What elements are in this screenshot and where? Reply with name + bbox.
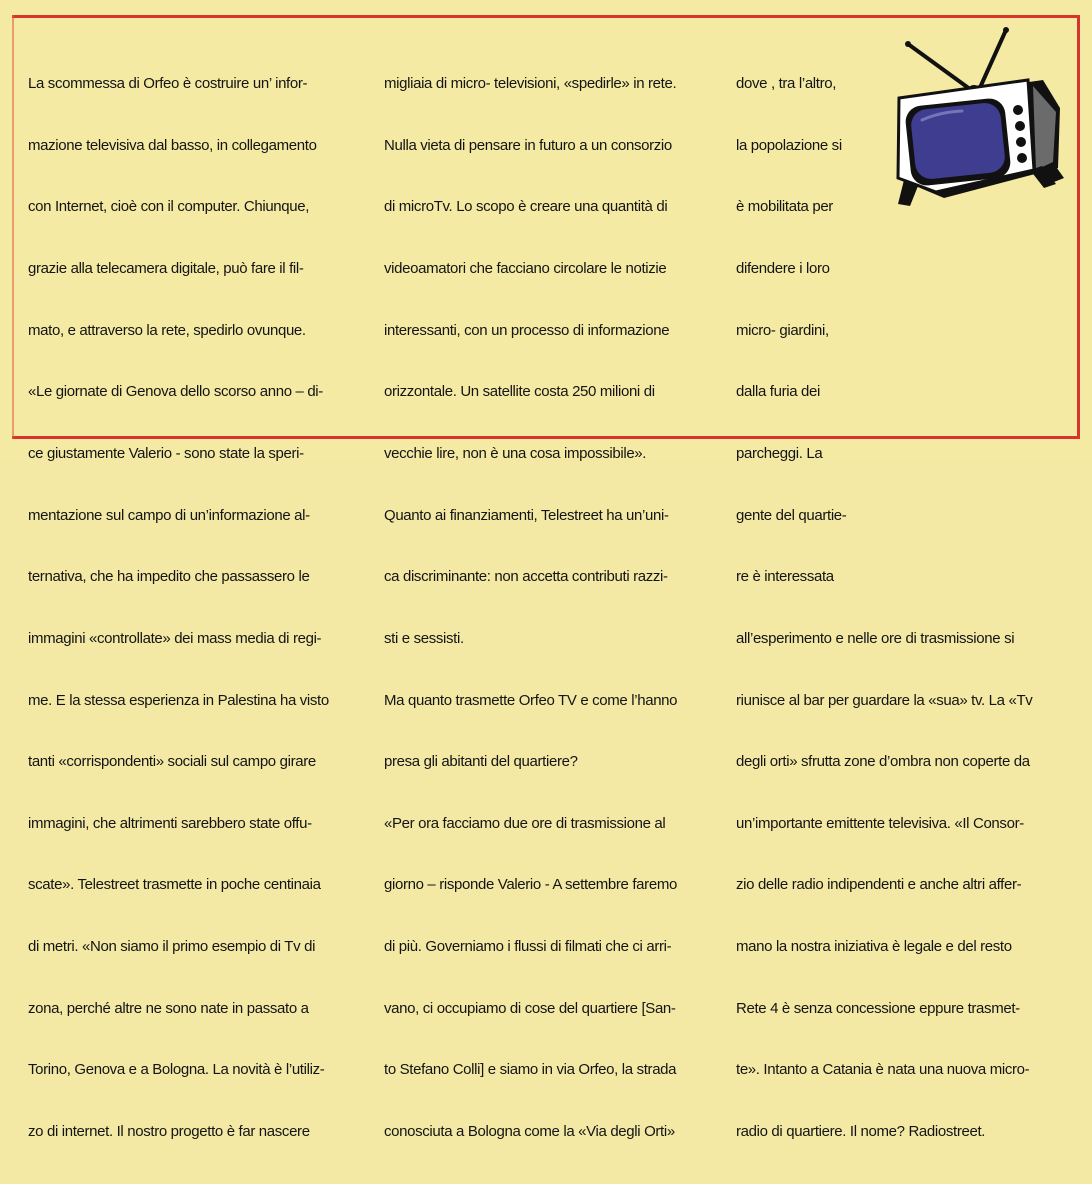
article-column-1 [28, 33, 368, 1184]
text-line: zona, perché altre ne sono nate in passato a [28, 999, 309, 1017]
text-line: scate». Telestreet trasmette in poche centinaia [28, 876, 321, 894]
text-line: tanti «corrispondenti» sociali sul campo girare [28, 753, 316, 771]
text-line: grazie alla telecamera digitale, può fare il fil- [28, 260, 304, 278]
text-line: all’esperimento e nelle ore di trasmissione si [736, 629, 1015, 647]
text-line: presa gli abitanti del quartiere? [384, 753, 578, 771]
red-border-right [1077, 15, 1080, 439]
text-line: immagini, che altrimenti sarebbero state offu- [28, 814, 312, 832]
text-line: conosciuta a Bologna come la «Via degli Orti» [384, 1122, 675, 1140]
text-line: Ma quanto trasmette Orfeo TV e come l’hanno [384, 691, 678, 709]
text-line: videoamatori che facciano circolare le notizie [384, 260, 667, 278]
text-line: dove , tra l’altro, [736, 75, 837, 93]
text-line: me. E la stessa esperienza in Palestina ha visto [28, 691, 329, 709]
text-line: zo di internet. Il nostro progetto è far nascere [28, 1122, 310, 1140]
text-line: è mobilitata per [736, 198, 833, 216]
text-line: mentazione sul campo di un’informazione al- [28, 506, 310, 524]
text-line: interessanti, con un processo di informazione [384, 321, 670, 339]
text-line: zio delle radio indipendenti e anche altri affer- [736, 876, 1022, 894]
retro-tv-icon [888, 20, 1068, 210]
text-line: Quanto ai finanziamenti, Telestreet ha un’uni- [384, 506, 669, 524]
text-line: radio di quartiere. Il nome? Radiostreet. [736, 1122, 986, 1140]
text-line: migliaia di micro- televisioni, «spedirle» in rete. [384, 75, 677, 93]
text-line: immagini «controllate» dei mass media di regi- [28, 629, 322, 647]
text-line: sti e sessisti. [384, 629, 464, 647]
text-line: gente del quartie- [736, 506, 847, 524]
red-border-top [12, 15, 1080, 18]
text-line: re è interessata [736, 568, 834, 586]
text-line: mano la nostra iniziativa è legale e del resto [736, 938, 1012, 956]
text-line: la popolazione si [736, 136, 842, 154]
text-line: La scommessa di Orfeo è costruire un’ infor- [28, 75, 308, 93]
text-line: giorno – risponde Valerio - A settembre faremo [384, 876, 677, 894]
text-line: micro- giardini, [736, 321, 829, 339]
text-line: «Le giornate di Genova dello scorso anno – di- [28, 383, 323, 401]
text-line: riunisce al bar per guardare la «sua» tv. La «Tv [736, 691, 1033, 709]
text-line: ca discriminante: non accetta contributi razzi- [384, 568, 668, 586]
article-column-2 [384, 33, 724, 1184]
text-line: parcheggi. La [736, 444, 823, 462]
text-line: orizzontale. Un satellite costa 250 milioni di [384, 383, 655, 401]
text-line: Torino, Genova e a Bologna. La novità è l’utiliz- [28, 1061, 325, 1079]
text-line: vecchie lire, non è una cosa impossibile». [384, 444, 647, 462]
text-line: degli orti» sfrutta zone d’ombra non coperte da [736, 753, 1030, 771]
text-line: «Per ora facciamo due ore di trasmissione al [384, 814, 666, 832]
text-line: di microTv. Lo scopo è creare una quantità di [384, 198, 668, 216]
text-line: ce giustamente Valerio - sono state la speri- [28, 444, 304, 462]
text-line: vano, ci occupiamo di cose del quartiere [San- [384, 999, 676, 1017]
text-line: te». Intanto a Catania è nata una nuova micro- [736, 1061, 1030, 1079]
text-line: Nulla vieta di pensare in futuro a un consorzio [384, 136, 672, 154]
text-line: difendere i loro [736, 260, 830, 278]
text-line: mazione televisiva dal basso, in collegamento [28, 136, 317, 154]
text-line: to Stefano Colli] e siamo in via Orfeo, la strada [384, 1061, 677, 1079]
text-line: dalla furia dei [736, 383, 820, 401]
text-line: mato, e attraverso la rete, spedirlo ovunque. [28, 321, 306, 339]
text-line: di metri. «Non siamo il primo esempio di Tv di [28, 938, 316, 956]
text-line: di più. Governiamo i flussi di filmati che ci arri- [384, 938, 672, 956]
text-line: un’importante emittente televisiva. «Il Consor- [736, 814, 1024, 832]
text-line: ternativa, che ha impedito che passassero le [28, 568, 310, 586]
text-line: con Internet, cioè con il computer. Chiunque, [28, 198, 310, 216]
text-line: Rete 4 è senza concessione eppure trasmet- [736, 999, 1020, 1017]
red-border-left [12, 15, 14, 439]
